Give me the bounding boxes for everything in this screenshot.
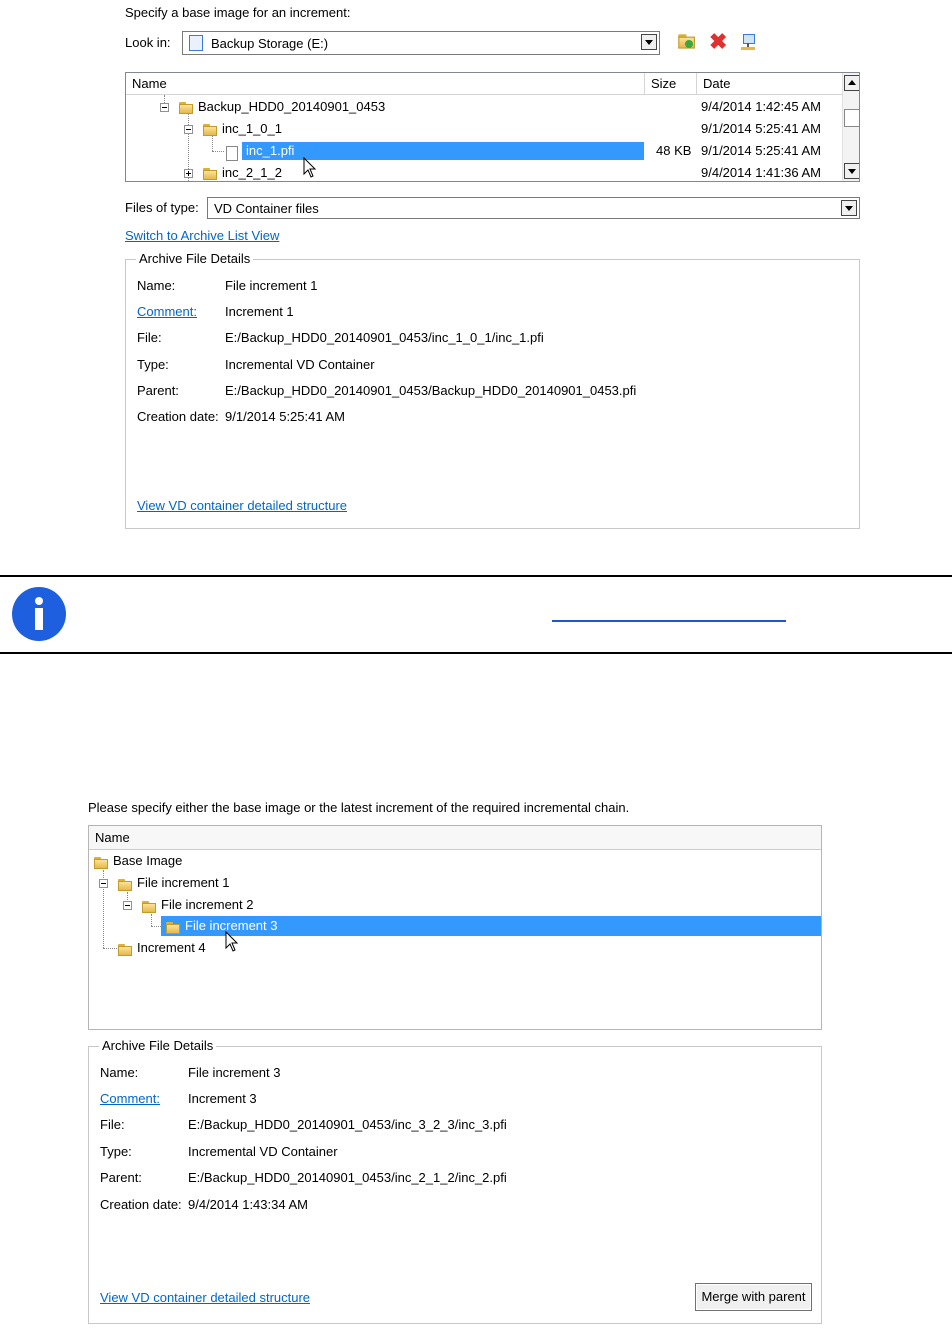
column-header-date[interactable]: Date [696,73,844,95]
detail-value: E:/Backup_HDD0_20140901_0453/inc_3_2_3/inc_3.pfi [188,1117,507,1132]
vertical-scrollbar[interactable] [842,73,859,181]
folder-icon [178,101,194,115]
switch-view-link[interactable]: Switch to Archive List View [125,228,280,243]
view-structure-link[interactable]: View VD container detailed structure [137,498,348,513]
collapse-icon[interactable] [184,125,193,134]
detail-value: 9/1/2014 5:25:41 AM [225,409,345,424]
tree-item[interactable] [89,873,821,893]
detail-label: Parent: [137,383,179,398]
tree-item-label: File increment 2 [161,897,254,912]
detail-label: File: [137,330,162,345]
network-icon[interactable] [739,32,759,52]
detail-value: File increment 1 [225,278,318,293]
detail-value: Incremental VD Container [225,357,375,372]
file-icon [226,146,238,161]
folder-icon [117,943,133,957]
collapse-icon[interactable] [99,879,108,888]
files-of-type-label: Files of type: [125,200,199,215]
look-in-dropdown[interactable] [182,31,660,55]
row-date: 9/4/2014 1:42:45 AM [701,99,821,114]
view-structure-link[interactable]: View VD container detailed structure [100,1290,311,1305]
tree-item[interactable] [161,916,821,936]
drive-icon [189,35,203,51]
row-size: 48 KB [656,143,692,158]
expand-icon[interactable] [184,169,193,178]
collapse-icon[interactable] [123,901,132,910]
divider [0,652,952,654]
group-legend: Archive File Details [99,1038,216,1053]
folder-icon [117,878,133,892]
detail-value: Increment 3 [188,1091,257,1106]
folder-icon [93,856,109,870]
file-list[interactable] [125,72,860,182]
column-header-name[interactable]: Name [89,826,821,850]
info-icon [12,587,66,641]
divider [0,575,952,577]
files-of-type-value: VD Container files [214,201,319,216]
table-row[interactable] [126,119,844,139]
detail-value: E:/Backup_HDD0_20140901_0453/Backup_HDD0_20140901_0453.pfi [225,383,637,398]
table-row[interactable] [126,141,844,161]
tree-item-label: File increment 1 [137,875,230,890]
tree-item[interactable] [89,851,821,871]
detail-label: Creation date: [100,1197,182,1212]
scroll-down-icon[interactable] [844,163,860,179]
detail-value: Increment 1 [225,304,294,319]
tree-item[interactable] [89,938,821,958]
detail-label: Type: [137,357,169,372]
scroll-thumb[interactable] [844,109,860,127]
folder-icon [141,900,157,914]
row-name: inc_1.pfi [242,142,644,160]
detail-label: Creation date: [137,409,219,424]
table-row[interactable] [126,97,844,117]
detail-value: Incremental VD Container [188,1144,338,1159]
row-name: inc_1_0_1 [222,121,282,136]
look-in-value: Backup Storage (E:) [211,36,329,51]
row-name: inc_2_1_2 [222,165,282,180]
delete-icon[interactable]: ✖ [709,29,728,54]
detail-value: E:/Backup_HDD0_20140901_0453/inc_2_1_2/inc_2.pfi [188,1170,507,1185]
detail-label: Parent: [100,1170,142,1185]
instruction-text: Specify a base image for an increment: [125,5,351,20]
tree-item-label: Increment 4 [137,940,206,955]
column-header-name[interactable]: Name [126,73,644,95]
new-folder-icon[interactable] [677,33,697,51]
detail-label: File: [100,1117,125,1132]
chevron-down-icon[interactable] [641,34,657,50]
row-date: 9/1/2014 5:25:41 AM [701,143,821,158]
files-of-type-dropdown[interactable] [207,197,860,219]
folder-icon [165,921,181,935]
look-in-label: Look in: [125,35,171,50]
comment-link[interactable]: Comment: [137,304,197,319]
tree-item[interactable] [89,895,821,915]
detail-label: Name: [137,278,176,293]
chevron-down-icon[interactable] [841,200,857,216]
instruction-text: Please specify either the base image or the latest increment of the required incremental chain. [88,800,630,815]
mouse-cursor-icon [225,931,241,955]
tree-item-label: File increment 3 [185,918,278,933]
group-legend: Archive File Details [136,251,253,266]
mouse-cursor-icon [303,157,319,181]
detail-value: 9/4/2014 1:43:34 AM [188,1197,308,1212]
detail-label: Name: [100,1065,139,1080]
folder-icon [202,167,218,181]
row-date: 9/1/2014 5:25:41 AM [701,121,821,136]
archive-details-group [88,1038,822,1324]
info-link-underline[interactable] [552,620,786,622]
scroll-up-icon[interactable] [844,75,860,91]
tree-item-label: Base Image [113,853,183,868]
increment-tree[interactable] [88,825,822,1030]
table-row[interactable] [126,163,844,182]
column-header-size[interactable]: Size [644,73,696,95]
detail-value: E:/Backup_HDD0_20140901_0453/inc_1_0_1/inc_1.pfi [225,330,544,345]
row-date: 9/4/2014 1:41:36 AM [701,165,821,180]
collapse-icon[interactable] [160,103,169,112]
detail-value: File increment 3 [188,1065,281,1080]
merge-with-parent-button[interactable]: Merge with parent [695,1283,812,1311]
folder-icon [202,123,218,137]
comment-link[interactable]: Comment: [100,1091,160,1106]
row-name: Backup_HDD0_20140901_0453 [198,99,386,114]
detail-label: Type: [100,1144,132,1159]
archive-details-group [125,251,860,529]
